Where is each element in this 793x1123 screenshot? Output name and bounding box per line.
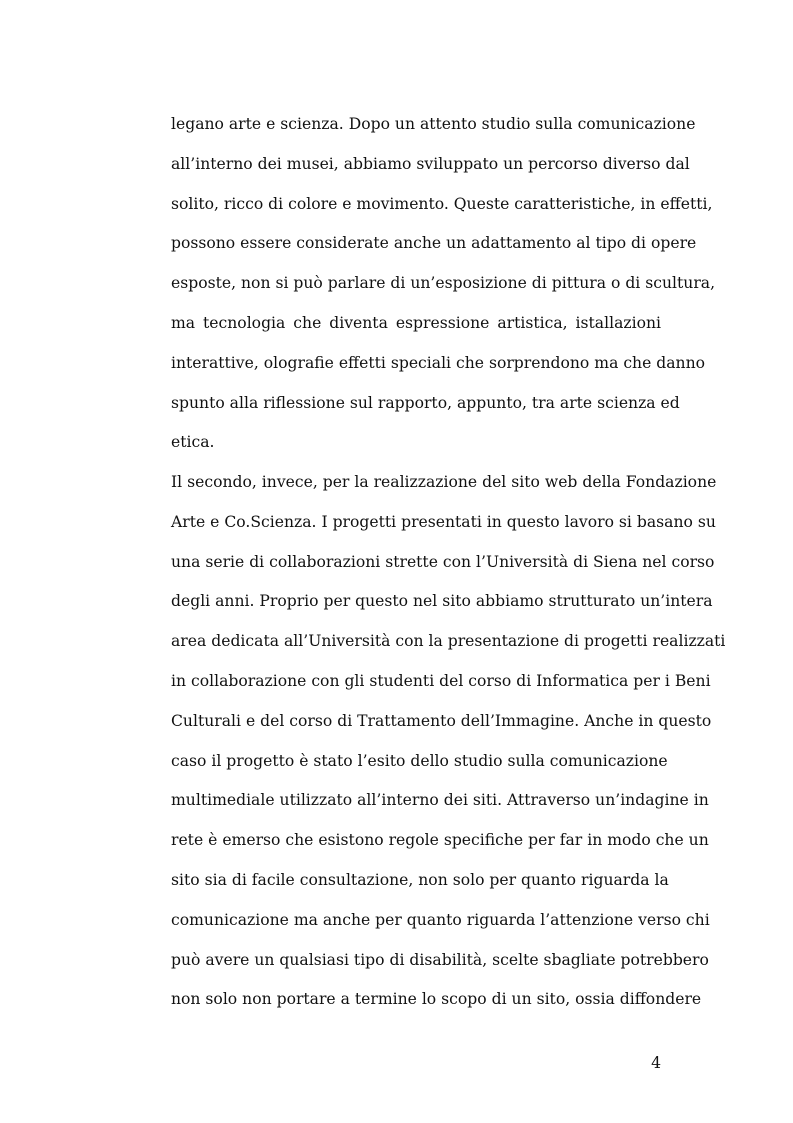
paragraph-line: degli anni. Proprio per questo nel sito abbiamo strutturato un’intera xyxy=(171,592,713,611)
paragraph-line: Il secondo, invece, per la realizzazione del sito web della Fondazione xyxy=(171,473,717,491)
paragraph-line: Culturali e del corso di Trattamento dell’Immagine. Anche in questo xyxy=(171,711,712,730)
paragraph-line: Arte e Co.Scienza. I progetti presentati in questo lavoro si basano su xyxy=(171,512,716,531)
paragraph-line: etica. xyxy=(171,433,215,452)
paragraph-2 xyxy=(171,463,726,1020)
paragraph-line: sito sia di facile consultazione, non solo per quanto riguarda la xyxy=(171,870,669,889)
paragraph-line: all’interno dei musei, abbiamo sviluppato un percorso diverso dal xyxy=(171,154,690,173)
paragraph-line: spunto alla riflessione sul rapporto, appunto, tra arte scienza ed xyxy=(171,393,680,412)
paragraph-line: possono essere considerate anche un adattamento al tipo di opere xyxy=(171,234,697,253)
paragraph-line: legano arte e scienza. Dopo un attento studio sulla comunicazione xyxy=(171,115,696,133)
paragraph-line: ma tecnologia che diventa espressione artistica, istallazioni xyxy=(171,313,661,332)
paragraph-line: comunicazione ma anche per quanto riguarda l’attenzione verso chi xyxy=(171,910,710,929)
paragraph-1 xyxy=(171,105,716,463)
paragraph-line: non solo non portare a termine lo scopo di un sito, ossia diffondere xyxy=(171,990,702,1009)
paragraph-line: solito, ricco di colore e movimento. Queste caratteristiche, in effetti, xyxy=(171,194,713,213)
paragraph-line: caso il progetto è stato l’esito dello studio sulla comunicazione xyxy=(171,751,668,770)
paragraph-line: può avere un qualsiasi tipo di disabilità, scelte sbagliate potrebbero xyxy=(171,950,709,969)
paragraph-line: una serie di collaborazioni strette con l’Università di Siena nel corso xyxy=(171,552,715,571)
paragraph-line: interattive, olografie effetti speciali che sorprendono ma che danno xyxy=(171,353,706,372)
paragraph-line: esposte, non si può parlare di un’esposizione di pittura o di scultura, xyxy=(171,274,716,293)
paragraph-line: in collaborazione con gli studenti del corso di Informatica per i Beni xyxy=(171,671,711,690)
paragraph-line: rete è emerso che esistono regole specifiche per far in modo che un xyxy=(171,831,709,850)
paragraph-line: multimediale utilizzato all’interno dei siti. Attraverso un’indagine in xyxy=(171,791,709,810)
page-number: 4 xyxy=(651,1054,661,1072)
paragraph-line: area dedicata all’Università con la presentazione di progetti realizzati xyxy=(171,632,726,651)
